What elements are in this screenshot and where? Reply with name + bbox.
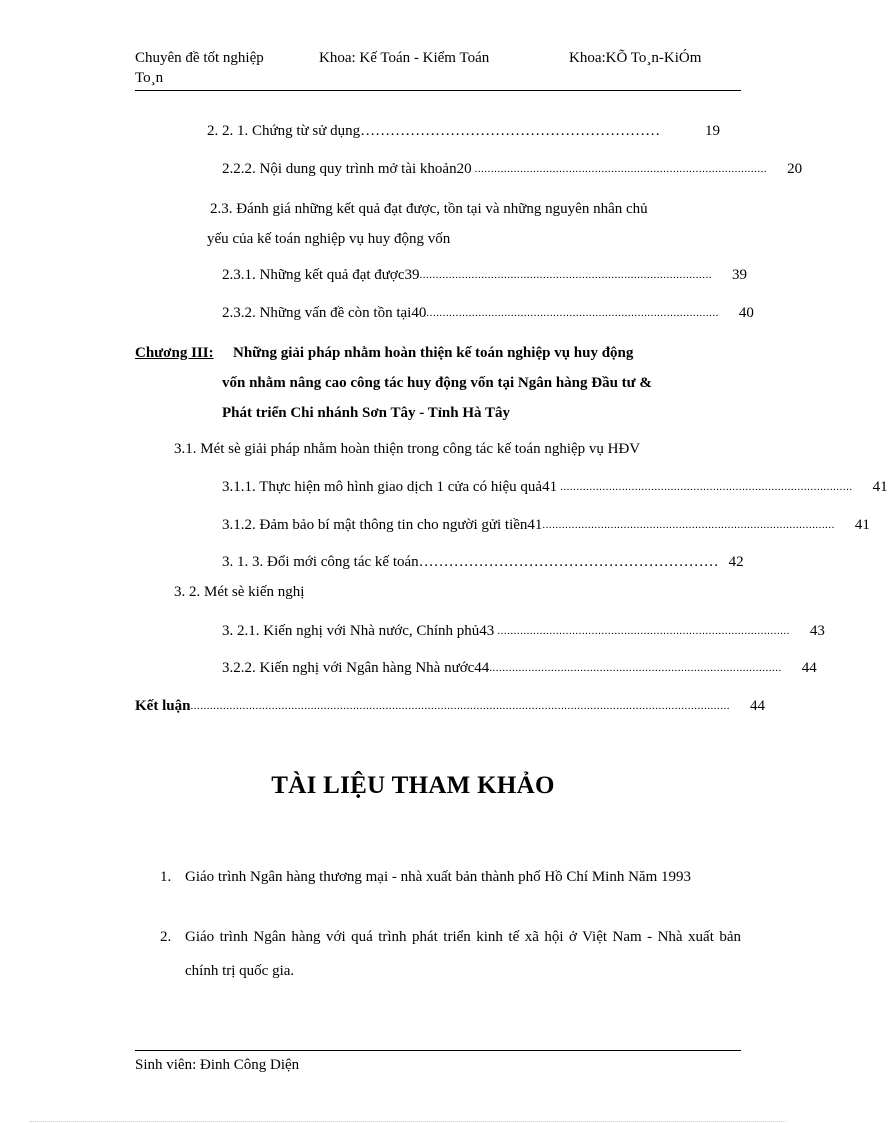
- reference-text: Giáo trình Ngân hàng thương mại - nhà xuất bản thành phố Hồ Chí Minh Năm 1993: [185, 869, 691, 885]
- header-center: Khoa: Kế Toán - Kiểm Toán: [319, 50, 490, 66]
- page-footer: [135, 1050, 741, 1074]
- toc-leader: ..........................................................................................: [419, 269, 712, 281]
- toc-leader: ……………………………………………………: [360, 123, 661, 139]
- reference-number: 2.: [160, 929, 172, 945]
- reference-item: [160, 920, 741, 988]
- page-header: [135, 48, 741, 91]
- toc-leader: ......................................................................................................................................................................: [190, 700, 730, 712]
- toc-entry: [222, 620, 825, 642]
- toc-entry-text: 2.2.2. Nội dung quy trình mở tài khoản20: [222, 161, 472, 177]
- toc-leader: ……………………………………………………: [418, 554, 719, 570]
- chapter-title-line2: vốn nhằm nâng cao công tác huy động vốn tại Ngân hàng Đầu tư &: [222, 375, 652, 391]
- toc-page-number: 44: [801, 660, 817, 676]
- toc-page-number: 44: [749, 698, 765, 714]
- toc-page-number: 42: [728, 554, 744, 570]
- toc-entry-text: 2.3.2. Những vấn đề còn tồn tại40: [222, 305, 427, 321]
- toc-leader: ..........................................................................................: [497, 625, 790, 637]
- toc-entry-text: 2. 2. 1. Chứng từ sử dụng: [207, 123, 361, 139]
- toc-entry-text: 3.1.2. Đảm bảo bí mật thông tin cho người gửi tiền41: [222, 517, 543, 533]
- toc-leader: ..........................................................................................: [489, 662, 782, 674]
- toc-leader: ..........................................................................................: [542, 519, 835, 531]
- toc-entry-text: 3.1.1. Thực hiện mô hình giao dịch 1 cửa có hiệu quả41: [222, 479, 558, 495]
- toc-entry-text: Kết luận: [135, 698, 191, 714]
- toc-entry: [222, 514, 870, 536]
- toc-entry-text: 2.3.1. Những kết quả đạt được39: [222, 267, 420, 283]
- toc-entry: [222, 158, 803, 180]
- toc-heading-line1: 2.3. Đánh giá những kết quả đạt được, tồn tại và những nguyên nhân chủ: [210, 201, 648, 217]
- toc-section: 3.1. Mét sè giải pháp nhằm hoàn thiện trong công tác kế toán nghiệp vụ HĐV: [174, 441, 641, 457]
- toc-page-number: 40: [738, 305, 754, 321]
- references-title: TÀI LIỆU THAM KHẢO: [271, 772, 555, 799]
- toc-entry: [222, 264, 747, 286]
- toc-entry: [222, 476, 888, 498]
- reference-number: 1.: [160, 869, 172, 885]
- toc-entry-text: 3. 2.1. Kiến nghị với Nhà nước, Chính phủ43: [222, 623, 495, 639]
- toc-section: 3. 2. Mét sè kiến nghị: [174, 584, 305, 600]
- reference-text: Giáo trình Ngân hàng với quá trình phát triển kinh tế xã hội ở Việt Nam - Nhà xuất bản chính trị quốc gia.: [185, 929, 741, 979]
- toc-entry: [222, 302, 754, 324]
- toc-entry: [222, 657, 817, 679]
- footer-text: Sinh viên: Đinh Công Diện: [135, 1057, 300, 1073]
- chapter-title-line3: Phát triển Chi nhánh Sơn Tây - Tỉnh Hà Tây: [222, 405, 510, 421]
- header-left: Chuyên đề tốt nghiệp: [135, 50, 264, 66]
- toc-page-number: 43: [809, 623, 825, 639]
- toc-heading-line2: yếu của kế toán nghiệp vụ huy động vốn: [207, 231, 451, 247]
- toc-entry-text: 3. 1. 3. Đổi mới công tác kế toán: [222, 554, 419, 570]
- toc-page-number: 19: [705, 123, 720, 139]
- toc-entry-text: 3.2.2. Kiến nghị với Ngân hàng Nhà nước44: [222, 660, 490, 676]
- chapter-label: Chương III:: [135, 345, 214, 361]
- toc-page-number: 41: [854, 517, 870, 533]
- toc-leader: ..........................................................................................: [426, 307, 719, 319]
- header-right: Khoa:KÕ To¸n-KiÓm: [569, 50, 702, 66]
- toc-conclusion: [135, 695, 765, 717]
- page-bottom-divider: [30, 1121, 786, 1122]
- toc-leader: ..........................................................................................: [474, 163, 768, 175]
- header-right-wrap: To¸n: [135, 70, 164, 86]
- toc-page-number: 20: [787, 161, 803, 177]
- toc-page-number: 39: [732, 267, 747, 283]
- reference-item: [160, 860, 741, 894]
- toc-entry: [222, 551, 744, 573]
- chapter-title-line1: Những giải pháp nhằm hoàn thiện kế toán nghiệp vụ huy động: [233, 345, 634, 361]
- toc-entry: [207, 120, 720, 142]
- toc-leader: ..........................................................................................: [560, 481, 853, 493]
- toc-page-number: 41: [872, 479, 888, 495]
